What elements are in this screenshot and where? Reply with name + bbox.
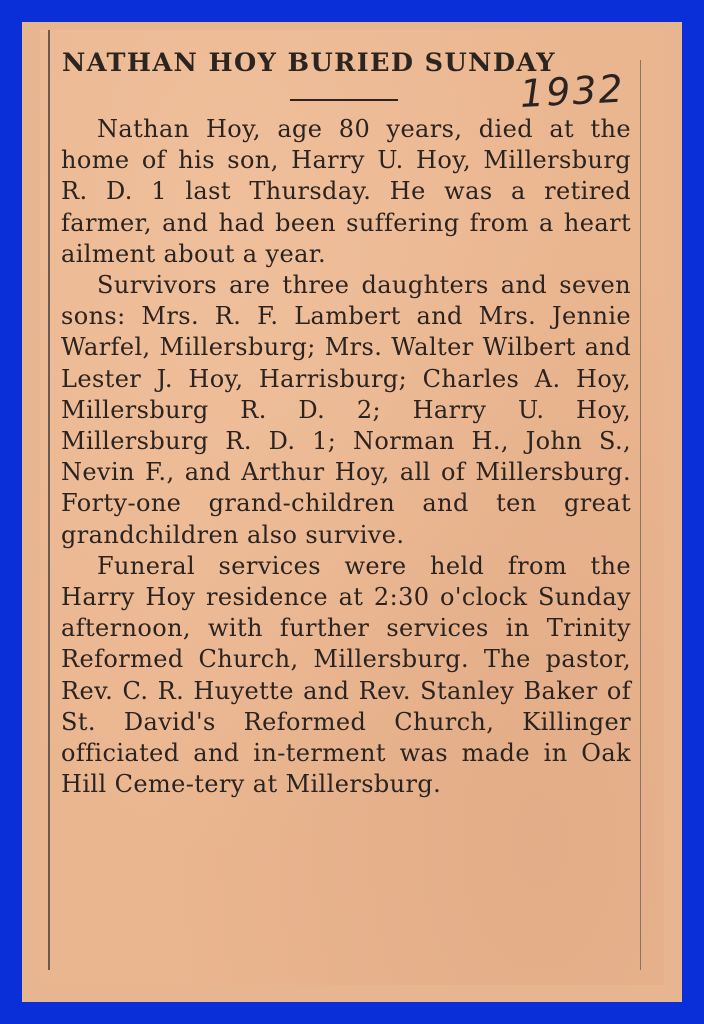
headline-rule	[290, 99, 398, 101]
paragraph-death-notice: Nathan Hoy, age 80 years, died at the home of his son, Harry U. Hoy, Millersburg R. D. 1 last Thursday. He was a retired farmer, and had been suffering from a heart ailment about a year.	[61, 115, 631, 268]
clipping-left-edge	[48, 30, 50, 970]
article-body	[61, 114, 631, 800]
handwritten-year: 1932	[518, 66, 626, 116]
paragraph-survivors: Survivors are three daughters and seven sons: Mrs. R. F. Lambert and Mrs. Jennie Warfel, Millersburg; Mrs. Walter Wilbert and Lester J. Hoy, Harrisburg; Charles A. Hoy, Millersburg R. D. 2; Harry U. Hoy, Millersburg R. D. 1; Norman H., John S., Nevin F., and Arthur Hoy, all of Millersburg. Forty-one grand-children and ten great grandchildren also survive.	[61, 271, 631, 549]
paragraph-funeral: Funeral services were held from the Harry Hoy residence at 2:30 o'clock Sunday afternoon, with further services in Trinity Reformed Church, Millersburg. The pastor, Rev. C. R. Huyette and Rev. Stanley Baker of St. David's Reformed Church, Killinger officiated and in-terment was made in Oak Hill Ceme-tery at Millersburg.	[61, 551, 631, 799]
clipping-right-edge	[640, 60, 641, 970]
headline: NATHAN HOY BURIED SUNDAY	[62, 48, 556, 78]
